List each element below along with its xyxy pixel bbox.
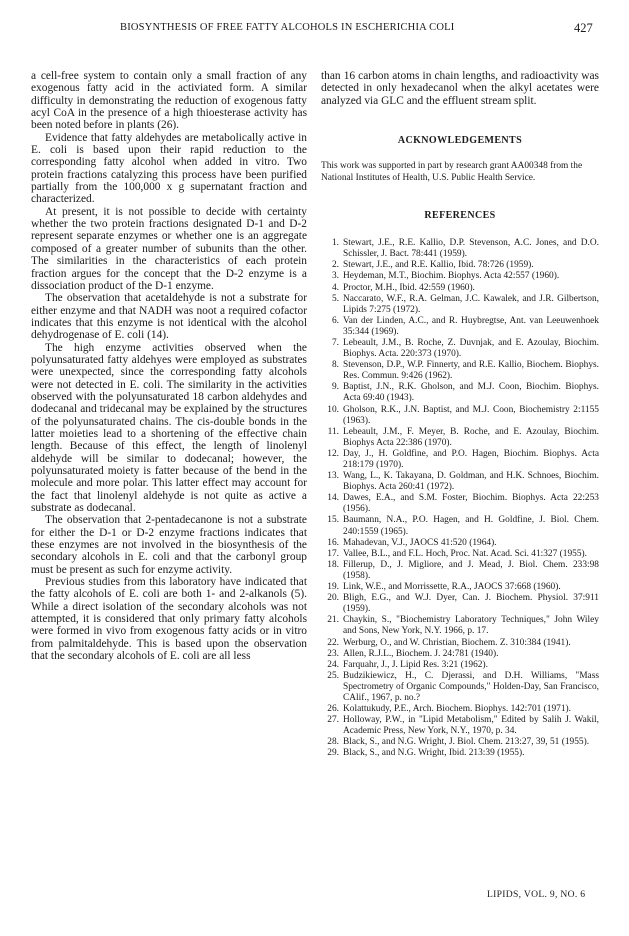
running-title: BIOSYNTHESIS OF FREE FATTY ALCOHOLS IN ESCHERICHIA COLI — [120, 22, 455, 33]
reference-text: Stewart, J.E., and R.E. Kallio, Ibid. 78:726 (1959). — [343, 260, 534, 271]
reference-item — [321, 260, 599, 271]
reference-number: 24. — [327, 659, 339, 670]
reference-item — [321, 238, 599, 260]
reference-number: 14. — [327, 493, 339, 504]
reference-text: Bligh, E.G., and W.J. Dyer, Can. J. Biochem. Physiol. 37:911 (1959). — [343, 593, 599, 615]
reference-text: Baptist, J.N., R.K. Gholson, and M.J. Coon, Biochim. Biophys. Acta 69:40 (1943). — [343, 382, 599, 404]
body-paragraph-continuation: than 16 carbon atoms in chain lengths, and radioactivity was detected in only hexadecanol when the alkyl acetates were analyzed via GLC and the effluent stream split. — [321, 70, 599, 107]
reference-number: 15. — [327, 515, 339, 526]
references-heading: REFERENCES — [424, 209, 496, 221]
reference-item — [321, 283, 599, 294]
reference-text: Holloway, P.W., in "Lipid Metabolism," Edited by Salih J. Wakil, Academic Press, New York, N.Y., 1970, p. 34. — [343, 715, 599, 737]
reference-text: Fillerup, D., J. Migliore, and J. Mead, J. Biol. Chem. 233:98 (1958). — [343, 559, 599, 581]
reference-text: Proctor, M.H., Ibid. 42:559 (1960). — [343, 282, 475, 293]
reference-number: 18. — [327, 559, 339, 570]
reference-number: 13. — [327, 471, 339, 482]
reference-item — [321, 471, 599, 493]
reference-text: Stevenson, D.P., W.P. Finnerty, and R.E. Kallio, Biochem. Biophys. Res. Commun. 9:426 (1962). — [343, 360, 599, 382]
body-paragraph: The observation that acetaldehyde is not a substrate for either enzyme and that NADH was noot a required cofactor indicates that this enzyme is not identical with the alcohol dehydrogenase of E. coli (14). — [31, 292, 307, 342]
acknowledgements-text: This work was supported in part by research grant AA00348 from the National Institutes of Health, U.S. Public Health Service. — [321, 161, 583, 183]
reference-text: Naccarato, W.F., R.A. Gelman, J.C. Kawalek, and J.R. Gilbertson, Lipids 7:275 (1972). — [343, 293, 599, 315]
reference-text: Day, J., H. Goldfine, and P.O. Hagen, Biochim. Biophys. Acta 218:179 (1970). — [343, 448, 599, 470]
reference-item — [321, 715, 599, 737]
reference-item — [321, 449, 599, 471]
reference-item — [321, 615, 599, 637]
reference-item — [321, 338, 599, 360]
body-paragraph: Previous studies from this laboratory have indicated that the fatty alcohols of E. coli are both 1- and 2-alkanols (5). While a direct isolation of the secondary alcohols was not attempted, it is considered that only primary fatty alcohols were formed in vivo from exogenous fatty acids or in vitro from palmitaldehyde. This is based upon the observation that the secondary alcohols of E. coli are all less — [31, 576, 307, 663]
reference-text: Chaykin, S., "Biochemistry Laboratory Techniques," John Wiley and Sons, New York, N.Y. 1966, p. 17. — [343, 615, 599, 637]
reference-number: 10. — [327, 404, 339, 415]
reference-number: 27. — [327, 715, 339, 726]
body-paragraph: The high enzyme activities observed when the polyunsaturated fatty aldehyes were employed as substrates were unexpected, since the corresponding fatty alcohols were not detected in E. coli. The similarity in the activities observed with the polyunsaturated 18 carbon aldehydes and dodecanal and tridecanal may be explained by the structures of the polyunsaturated chains. The cis-double bonds in the latter moieties lead to a shortening of the effective chain length. Because of this effect, the length of linolenyl aldehyde will be similar to dodecanal; however, the polyunsaturated moiety is fatter because of the bend in the molecule and more polar. This latter effect may account for the fact that linolenyl aldehyde is not quite as active a substrate as dodecanal. — [31, 341, 307, 515]
body-paragraph: Evidence that fatty aldehydes are metabolically active in E. coli is based upon their rapid reduction to the corresponding fatty alcohol when added in vitro. Two protein fractions catalyzing this process have been purified partially from the 100,000 x g supernatant fraction and characterized. — [31, 131, 307, 206]
right-column — [321, 70, 599, 760]
reference-item — [321, 748, 599, 759]
reference-number: 5. — [331, 293, 339, 304]
reference-number: 16. — [327, 537, 339, 548]
reference-item — [321, 271, 599, 282]
reference-number: 7. — [331, 337, 339, 348]
reference-number: 23. — [327, 648, 339, 659]
reference-number: 1. — [331, 238, 339, 249]
reference-text: Gholson, R.K., J.N. Baptist, and M.J. Coon, Biochemistry 2:1155 (1963). — [343, 404, 599, 426]
reference-number: 3. — [331, 271, 339, 282]
reference-text: Black, S., and N.G. Wright, J. Biol. Chem. 213:27, 39, 51 (1955). — [343, 737, 590, 748]
reference-number: 8. — [331, 360, 339, 371]
reference-item — [321, 427, 599, 449]
reference-item — [321, 660, 599, 671]
reference-item — [321, 593, 599, 615]
reference-item — [321, 316, 599, 338]
reference-text: Stewart, J.E., R.E. Kallio, D.P. Stevenson, A.C. Jones, and D.O. Schissler, J. Bact. 78:441 (1959). — [343, 238, 599, 260]
reference-item — [321, 560, 599, 582]
reference-number: 20. — [327, 593, 339, 604]
reference-text: Baumann, N.A., P.O. Hagen, and H. Goldfine, J. Biol. Chem. 240:1559 (1965). — [343, 515, 599, 537]
reference-number: 25. — [327, 670, 339, 681]
reference-item — [321, 360, 599, 382]
reference-item — [321, 382, 599, 404]
acknowledgements-heading: ACKNOWLEDGEMENTS — [397, 135, 523, 147]
reference-list — [321, 238, 599, 759]
reference-number: 11. — [327, 426, 339, 437]
body-paragraph: At present, it is not possible to decide with certainty whether the two protein fractions designated D-1 and D-2 represent separate enzymes or whether one is an aggregate composed of a greater number of subunits than the other. The similarities in the characteristics of each protein fraction argues for the concept that the D-2 enzyme is a dissociation product of the D-1 enzyme. — [31, 205, 307, 292]
page-header — [0, 22, 629, 38]
reference-text: Heydeman, M.T., Biochim. Biophys. Acta 42:557 (1960). — [343, 271, 560, 282]
body-paragraph: a cell-free system to contain only a small fraction of any exogenous fatty acid in the activiated form. A similar difficulty in demonstrating the reduction of exogenous fatty acyl CoA in the presence of a high thioesterase activity has been noted before in plants (26). — [31, 70, 307, 132]
reference-item — [321, 649, 599, 660]
reference-text: Vallee, B.L., and F.L. Hoch, Proc. Nat. Acad. Sci. 41:327 (1955). — [343, 548, 587, 559]
reference-text: Dawes, E.A., and S.M. Foster, Biochim. Biophys. Acta 22:253 (1956). — [343, 493, 599, 515]
reference-item — [321, 704, 599, 715]
reference-number: 26. — [327, 704, 339, 715]
reference-text: Mahadevan, V.J., JAOCS 41:520 (1964). — [343, 537, 497, 548]
reference-number: 29. — [327, 748, 339, 759]
reference-number: 21. — [327, 615, 339, 626]
reference-text: Black, S., and N.G. Wright, Ibid. 213:39 (1955). — [343, 748, 525, 759]
reference-text: Werburg, O., and W. Christian, Biochem. Z. 310:384 (1941). — [343, 637, 571, 648]
body-paragraph: The observation that 2-pentadecanone is not a substrate for either the D-1 or D-2 enzyme fractions indicates that these enzymes are not involved in the biosynthesis of the secondary alcohols in E. coli and that the carbonyl group must be present as such for enzyme activity. — [31, 514, 307, 576]
reference-number: 22. — [327, 637, 339, 648]
reference-item — [321, 515, 599, 537]
reference-number: 17. — [327, 548, 339, 559]
reference-text: Kolattukudy, P.E., Arch. Biochem. Biophys. 142:701 (1971). — [343, 704, 572, 715]
reference-text: Van der Linden, A.C., and R. Huybregtse, Ant. van Leeuwenhoek 35:344 (1969). — [343, 315, 599, 337]
reference-item — [321, 638, 599, 649]
reference-text: Lebeault, J.M., B. Roche, Z. Duvnjak, and E. Azoulay, Biochim. Biophys. Acta. 220:373 (1970). — [343, 337, 599, 360]
reference-number: 6. — [331, 315, 339, 326]
reference-item — [321, 405, 599, 427]
reference-item — [321, 493, 599, 515]
reference-number: 12. — [327, 448, 339, 459]
reference-item — [321, 549, 599, 560]
journal-footer: LIPIDS, VOL. 9, NO. 6 — [487, 889, 586, 900]
reference-number: 19. — [327, 582, 339, 593]
page-number: 427 — [574, 21, 593, 35]
reference-number: 2. — [331, 260, 339, 271]
reference-text: Lebeault, J.M., F. Meyer, B. Roche, and E. Azoulay, Biochim. Biophys Acta 22:386 (1970). — [343, 426, 599, 448]
reference-text: Farquahr, J., J. Lipid Res. 3:21 (1962). — [343, 659, 488, 670]
reference-text: Allen, R.J.L., Biochem. J. 24:781 (1940). — [343, 648, 499, 659]
reference-number: 9. — [331, 382, 339, 393]
reference-item — [321, 294, 599, 316]
reference-text: Link, W.E., and Morrissette, R.A., JAOCS 37:668 (1960). — [343, 582, 561, 593]
reference-text: Budzikiewicz, H., C. Djerassi, and D.H. Williams, "Mass Spectrometry of Organic Compounds," Holden-Day, San Francisco, CAlif., 1967, p. no.? — [343, 670, 599, 703]
reference-item — [321, 737, 599, 748]
left-column — [31, 70, 307, 663]
reference-number: 4. — [331, 282, 339, 293]
reference-item — [321, 538, 599, 549]
reference-item — [321, 582, 599, 593]
reference-item — [321, 671, 599, 704]
reference-number: 28. — [327, 737, 339, 748]
reference-text: Wang, L., K. Takayana, D. Goldman, and H.K. Schnoes, Biochim. Biophys. Acta 260:41 (1972). — [343, 471, 599, 493]
